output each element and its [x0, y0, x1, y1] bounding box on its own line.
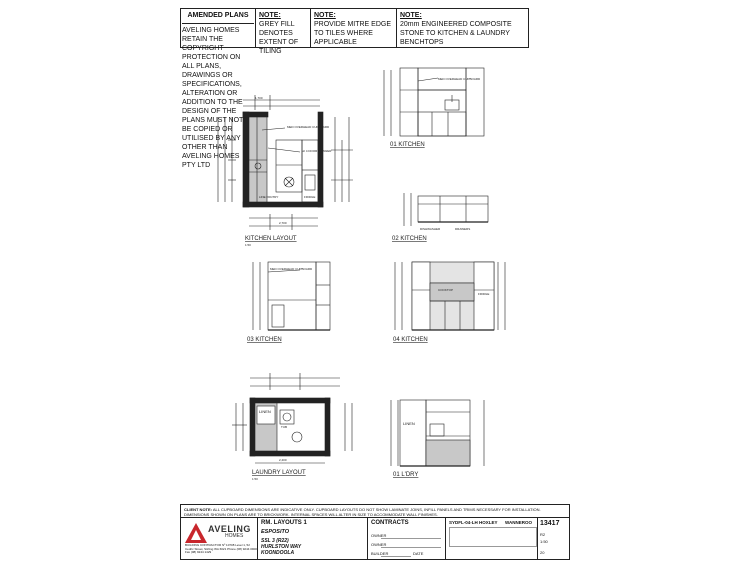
note-label: NOTE: [400, 12, 422, 19]
kitchen-03-title: 03 KITCHEN [247, 337, 282, 343]
note-text: 20mm ENGINEERED COMPOSITE STONE TO KITCHEN & LAUNDRY BENCHTOPS [400, 21, 512, 46]
revision: R2 [540, 532, 546, 537]
scale-value: 1:50 [540, 539, 548, 544]
facade-name: WANNEROO [505, 520, 532, 525]
kitchen-04-elevation [395, 262, 505, 330]
kitchen-01-title: 01 KITCHEN [390, 142, 425, 148]
company-name: AVELING [208, 524, 251, 534]
sheet-number: 20 [540, 550, 545, 555]
kitchen-layout-scale: 1:50 [245, 243, 251, 247]
fridge-label: FRIDGE [304, 195, 316, 199]
contracts-heading: CONTRACTS [371, 520, 409, 526]
date-label: DATE [413, 551, 424, 556]
company-sub: HOMES [225, 533, 244, 539]
svg-text:MED OVERHEAD CUPBOARD: MED OVERHEAD CUPBOARD [438, 77, 481, 81]
client-note [184, 507, 564, 517]
job-number: 13417 [540, 520, 560, 527]
laundry-01-title: 01 L'DRY [393, 472, 419, 478]
title-block [180, 504, 570, 560]
svg-text:DRAWERS: DRAWERS [455, 227, 471, 231]
note-text: GREY FILL DENOTES EXTENT OF TILING [259, 21, 299, 55]
kitchen-layout-plan [218, 95, 353, 230]
client-name: ESPOSITO [261, 529, 290, 535]
tub-label: TUB [281, 425, 287, 429]
company-address: BUILDING CONTRACTOR Nº 10708 Level 1, 52 Cedric Street, Stirling WA 6021 Phone (08) 9244 0900 Fax (08) 9244 1429 [185, 543, 257, 554]
note-text: PROVIDE MITRE EDGE TO TILES WHERE APPLICABLE [314, 21, 392, 46]
client-note-text: ALL CUPBOARD DIMENSIONS ARE INDICATIVE ONLY. CUPBOARD LAYOUTS DO NOT SHOW LAMINATE JOINS, INFILL PANELS AND TRIMS NECESSARY FOR INSTALLATION. DIMENSIONS SHOWN ON PLANS ARE TO BRICKWORK. INTERNAL SPACES WILL ALTER IN SIZE TO ACCOMMODATE WALL FINISHES. [184, 507, 541, 517]
linen-label: LINEN [259, 409, 271, 414]
kitchen-01-elevation [384, 68, 484, 136]
note-label: NOTE: [259, 12, 281, 19]
dim-text: 2,700 [279, 221, 287, 225]
svg-text:MED OVERHEAD CUPBOARD: MED OVERHEAD CUPBOARD [270, 267, 313, 271]
lot-number: SSL 3 (R22) [261, 538, 289, 544]
svg-text:MED OVERHEAD CUPBOARD: MED OVERHEAD CUPBOARD [287, 125, 330, 129]
kitchen-04-title: 04 KITCHEN [393, 337, 428, 343]
dim-text: 2,400 [279, 458, 287, 462]
suburb-name: KOONDOOLA [261, 550, 295, 556]
note-label: NOTE: [314, 12, 336, 19]
aveling-logo-icon [185, 523, 207, 543]
laundry-layout-title: LAUNDRY LAYOUT [252, 470, 306, 476]
amended-fine-print: AVELING HOMES RETAIN THE COPYRIGHT PROTECTION ON ALL PLANS, DRAWINGS OR SPECIFICATIONS, ALTERATION OR ADDITION TO THE DESIGN OF THE PLANS MUST NOT BE COPIED OR UTILISED BY ANY OTHER THAN AVELING HOMES PTY LTD [182, 27, 244, 169]
sheet-title: RM. LAYOUTS 1 [261, 520, 307, 526]
owner-label: OWNER [371, 533, 387, 538]
laundry-01-elevation [391, 400, 484, 466]
fridge-label: FRIDGE [478, 292, 490, 296]
laundry-layout-plan [232, 373, 352, 463]
kitchen-03-elevation [253, 262, 330, 330]
client-note-label: CLIENT NOTE: [184, 507, 212, 512]
pantry-label: LINE PANTRY [259, 195, 279, 199]
svg-text:HI 4 DOOR DRAWER: HI 4 DOOR DRAWER [302, 149, 332, 153]
kitchen-02-title: 02 KITCHEN [392, 236, 427, 242]
cooktop-label: COOKTOP [438, 288, 453, 292]
dim-text: 1,700 [255, 96, 263, 100]
kitchen-layout-title: KITCHEN LAYOUT [245, 236, 297, 242]
owner-label-2: OWNER [371, 542, 387, 547]
kitchen-02-elevation [404, 193, 488, 231]
company-logo [185, 521, 255, 557]
amended-title: AMENDED PLANS [182, 10, 254, 24]
street-name: HURLSTON WAY [261, 544, 302, 550]
linen-label: LINEN [403, 421, 415, 426]
laundry-layout-scale: 1:50 [252, 477, 258, 481]
house-type: SYDFL-04-LH HOXLEY [449, 520, 498, 525]
builder-label: BUILDER [371, 551, 389, 556]
svg-text:DISHWASHER: DISHWASHER [420, 227, 441, 231]
